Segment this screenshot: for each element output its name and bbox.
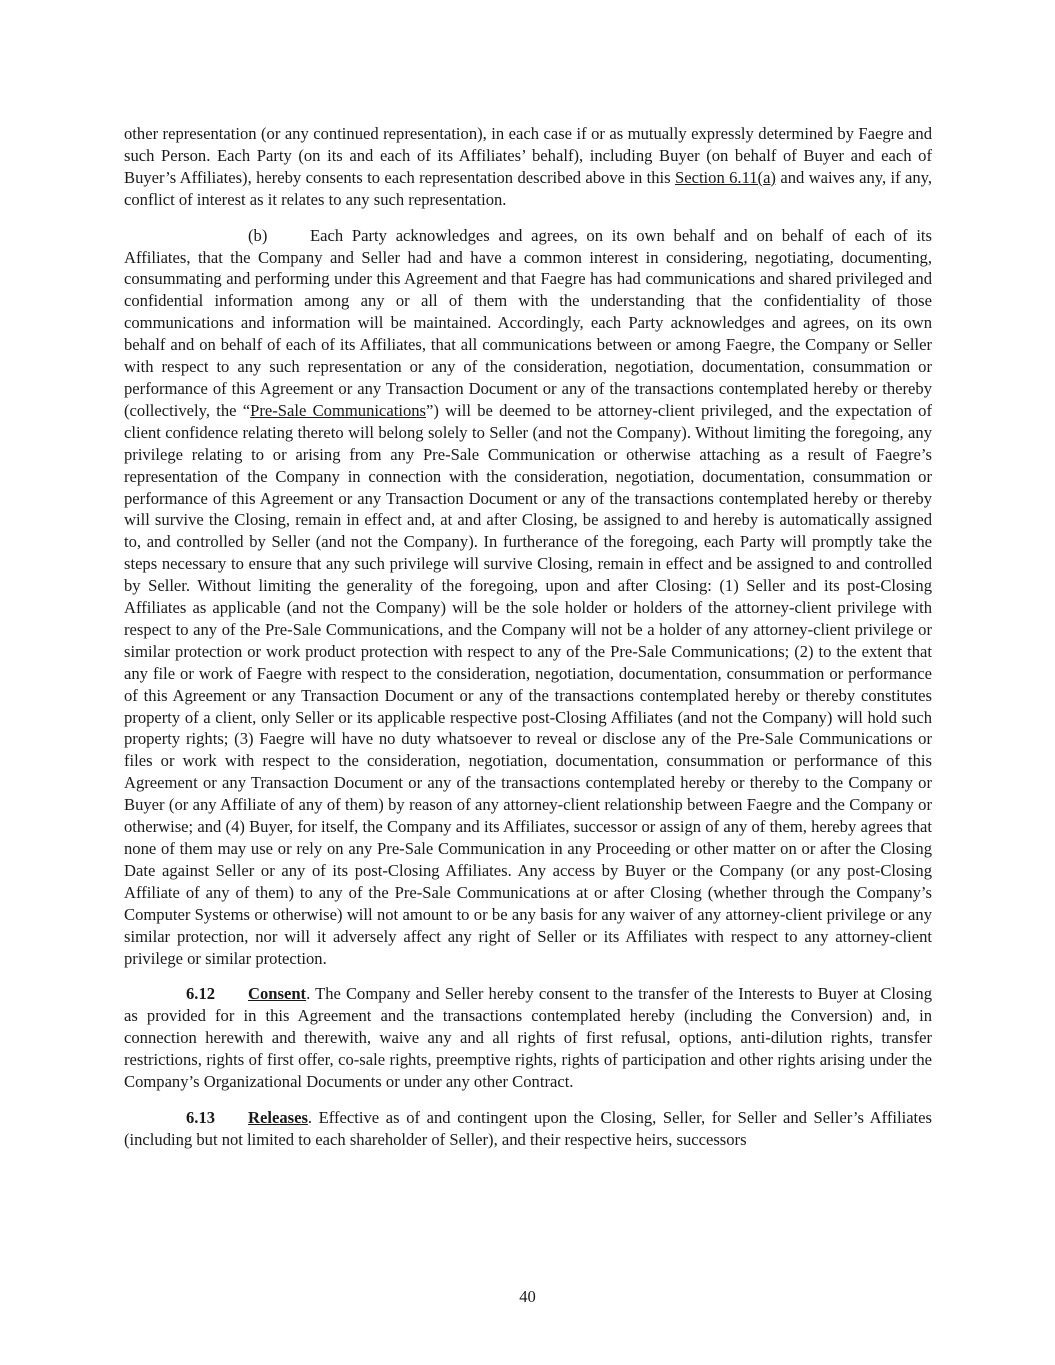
paragraph-text: . Effective as of and contingent upon the Closing, Seller, for Seller and Seller’s Affiliates (including but not limited to each shareholder of Seller), and their respective heirs, successors xyxy=(124,1107,932,1149)
paragraph-text: ”) will be deemed to be attorney-client privileged, and the expectation of client confidence relating thereto will belong solely to Seller (and not the Company). Without limiting the foregoing, any privilege relating to or arising from any Pre-Sale Communication or otherwise attaching as a result of Faegre’s representation of the Company in connection with the consideration, negotiation, documentation, consummation or performance of this Agreement or any Transaction Document or any of the transactions contemplated hereby or thereby will survive the Closing, remain in effect and, at and after Closing, be assigned to and hereby is automatically assigned to, and controlled by Seller (and not the Company). In furtherance of the foregoing, each Party will promptly take the steps necessary to ensure that any such privilege will survive Closing, remain in effect and be assigned to and controlled by Seller. Without limiting the generality of the foregoing, upon and after Closing: (1) Seller and its post-Closing Affiliates as applicable (and not the Company) will be the sole holder or holders of the attorney-client privilege with respect to any of the Pre-Sale Communications, and the Company will not be a holder of any attorney-client privilege or similar protection or work product protection with respect to any of the Pre-Sale Communications; (2) to the extent that any file or work of Faegre with respect to the consideration, negotiation, documentation, consummation or performance of this Agreement or any Transaction Document or any of the transactions contemplated hereby or thereby constitutes property of a client, only Seller or its applicable respective post-Closing Affiliates (and not the Company) will hold such property rights; (3) Faegre will have no duty whatsoever to reveal or disclose any of the Pre-Sale Communications or files or work with respect to the consideration, negotiation, documentation, consummation or performance of this Agreement or any Transaction Document or any of the transactions contemplated hereby or thereby to the Company or Buyer (or any Affiliate of any of them) by reason of any attorney-client relationship between Faegre and the Company or otherwise; and (4) Buyer, for itself, the Company and its Affiliates, successor or assign of any of them, hereby agrees that none of them may use or rely on any Pre-Sale Communication in any Proceeding or other matter on or after the Closing Date against Seller or any of its post-Closing Affiliates. Any access by Buyer or the Company (or any post-Closing Affiliate of any of them) to any of the Pre-Sale Communications at or after Closing (whether through the Company’s Computer Systems or otherwise) will not amount to or be any basis for any waiver of any attorney-client privilege or any similar protection, nor will it adversely affect any right of Seller or its Affiliates with respect to any attorney-client privilege or similar protection. xyxy=(124,400,933,968)
paragraph-text: . The Company and Seller hereby consent to the transfer of the Interests to Buyer at Closing as provided for in this Agreement and the transactions contemplated hereby (including the Conversion) and, in connection herewith and therewith, waive any and all rights of first refusal, options, anti-dilution rights, transfer restrictions, rights of first offer, co-sale rights, preemptive rights, rights of participation and other rights arising under the Company’s Organizational Documents or under any other Contract. xyxy=(124,984,932,1092)
section-number: 6.13 xyxy=(186,1107,216,1127)
section-6-12 xyxy=(124,983,932,1093)
paragraph-6-11b xyxy=(124,225,932,970)
defined-term: Pre-Sale Communications xyxy=(250,400,426,420)
paragraph-6-11a-continued xyxy=(124,123,932,211)
section-number: 6.12 xyxy=(186,984,216,1004)
section-title: Consent xyxy=(248,984,307,1004)
paragraph-text: other representation (or any continued representation), in each case if or as mutually expressly determined by Faegre and such Person. Each Party (on its and each of its Affiliates’ behalf), including Buyer (on behalf of Buyer and each of Buyer’s Affiliates), hereby consents to each representation described above in this xyxy=(124,124,932,187)
section-title: Releases xyxy=(248,1107,308,1127)
paragraph-text: Each Party acknowledges and agrees, on its own behalf and on behalf of each of its Affiliates, that the Company and Seller had and have a common interest in considering, negotiating, documenting, consummating and performing under this Agreement and that Faegre has had communications and shared privileged and confidential information among any or all of them with the understanding that the confidentiality of those communications and information will be maintained. Accordingly, each Party acknowledges and agrees, on its own behalf and on behalf of each of its Affiliates, that all communications between or among Faegre, the Company or Seller with respect to any such representation or any of the consideration, negotiation, documentation, consummation or performance of this Agreement or any Transaction Document or any of the transactions contemplated hereby or thereby (collectively, the “ xyxy=(124,225,932,420)
section-6-13 xyxy=(124,1107,932,1151)
paragraph-text: and waives any, if any, conflict of interest as it relates to any such representation. xyxy=(124,167,932,209)
document-page xyxy=(124,123,932,1165)
section-reference-link[interactable]: Section 6.11(a) xyxy=(674,167,776,187)
page-number: 40 xyxy=(519,1287,536,1306)
subsection-label: (b) xyxy=(248,225,268,245)
